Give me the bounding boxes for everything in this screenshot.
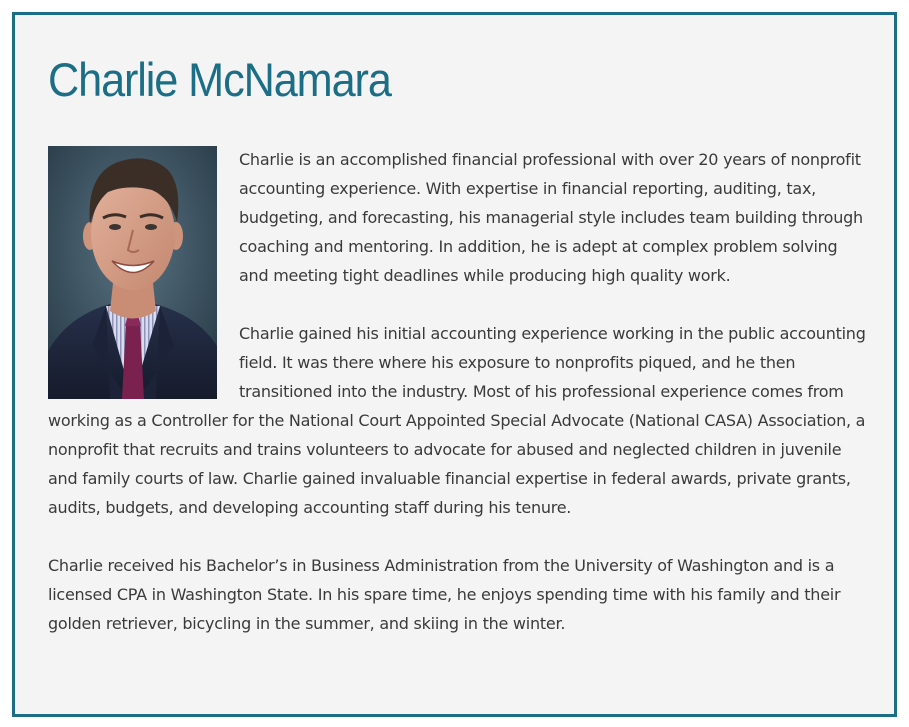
bio-paragraph: Charlie received his Bachelor’s in Business Administration from the University of Washington and is a licensed CPA in Washington State. In his spare time, he enjoys spending time with his family and their golden retriever, bicycling in the summer, and skiing in the winter. [48,556,841,633]
bio-paragraph: Charlie gained his initial accounting experience working in the public accounting field. It was there where his exposure to nonprofits piqued, and he then transitioned into the industry. Most of his professional experience comes from working as a Controller for the National Court Appointed Special Advocate (National CASA) Association, a nonprofit that recruits and trains volunteers to advocate for abused and neglected children in juvenile and family courts of law. Charlie gained invaluable financial expertise in federal awards, private grants, audits, budgets, and developing accounting staff during his tenure. [48,324,866,517]
portrait-photo [48,146,217,399]
bio-card [12,12,897,717]
bio-body [48,145,866,638]
bio-paragraph: Charlie is an accomplished financial professional with over 20 years of nonprofit accounting experience. With expertise in financial reporting, auditing, tax, budgeting, and forecasting, his managerial style includes team building through coaching and mentoring. In addition, he is adept at complex problem solving and meeting tight deadlines while producing high quality work. [239,150,863,285]
person-name: Charlie McNamara [48,53,391,106]
